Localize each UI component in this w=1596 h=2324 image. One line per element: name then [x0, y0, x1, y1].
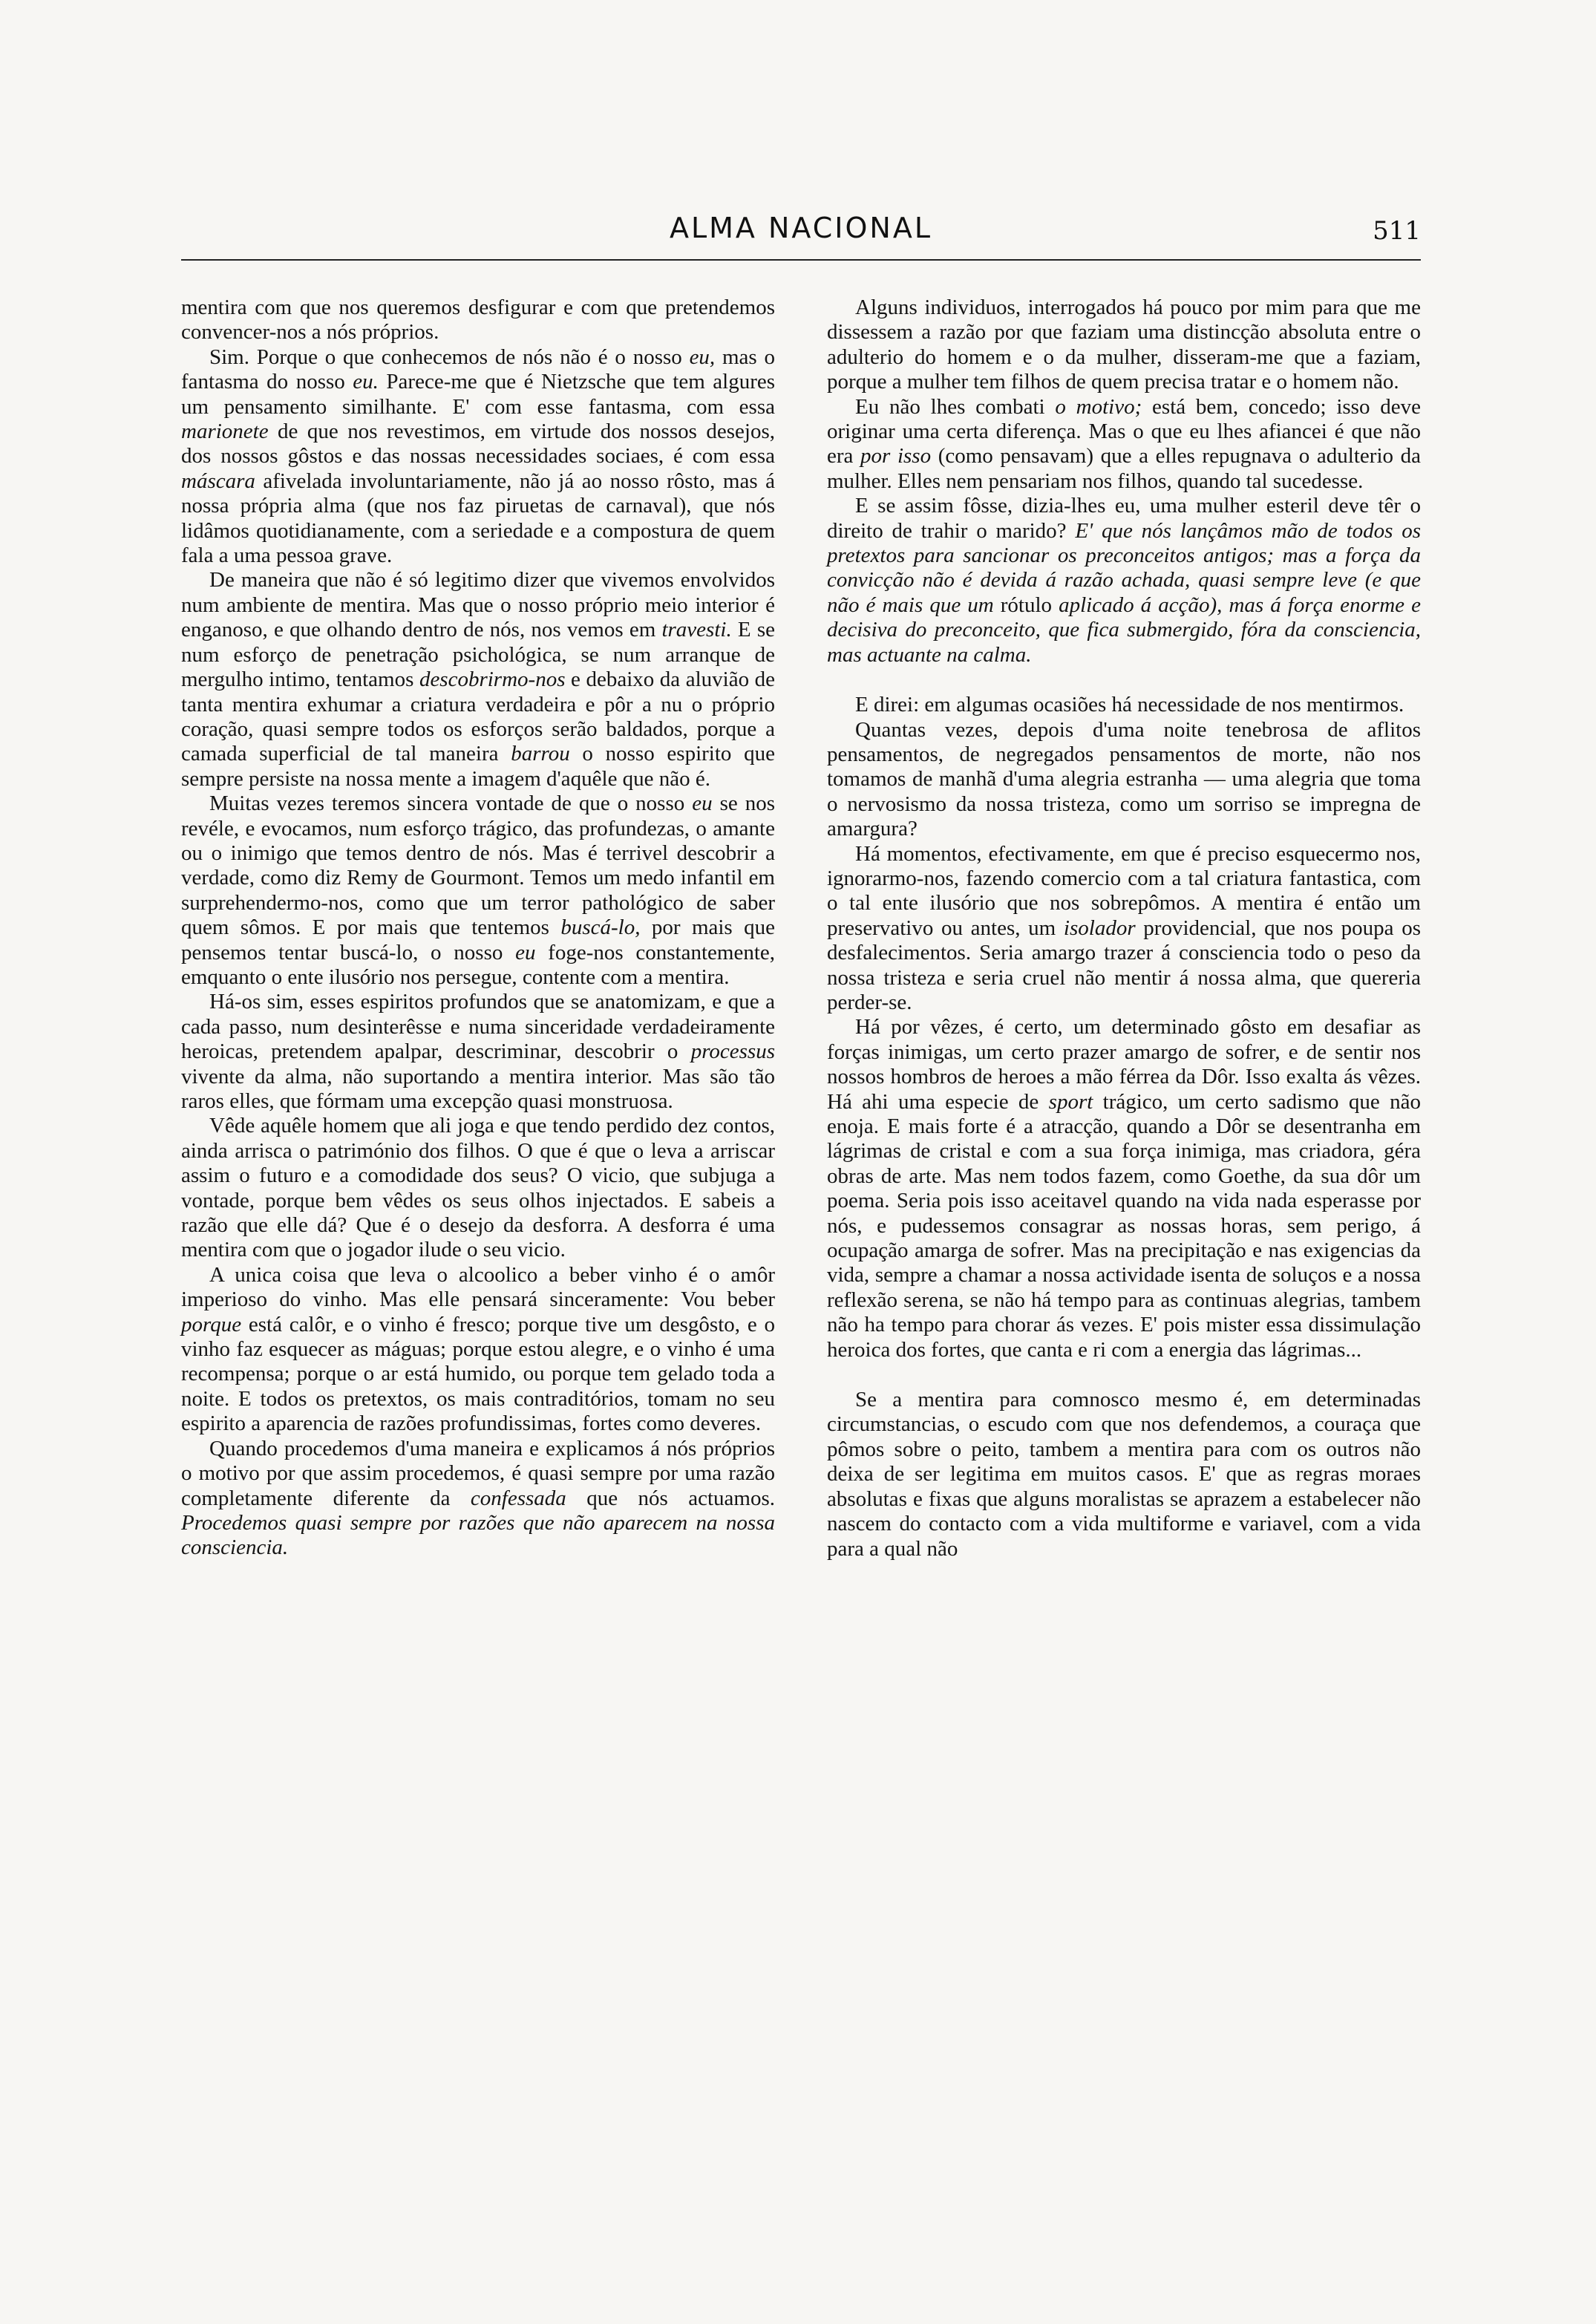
paragraph: Muitas vezes teremos sincera vontade de que o nosso eu se nos revéle, e evocamos, num esforço trágico, das profundezas, o amante ou o inimigo que temos dentro de nós. Mas é terrivel descobrir a verdade, como diz Remy de Gourmont. Temos um medo infantil em surprehendermo-nos, como que um terror pathológico de saber quem sômos. E por mais que tentemos buscá-lo, por mais que pensemos tentar buscá-lo, o nosso eu foge-nos constantemente, emquanto o ente ilusório nos persegue, contente com a mentira.: [181, 791, 775, 989]
italic-run: sport: [1048, 1089, 1093, 1114]
journal-title: ALMA NACIONAL: [669, 212, 933, 244]
page-number: 511: [1373, 216, 1421, 246]
paragraph: De maneira que não é só legitimo dizer que vivemos envolvidos num ambiente de mentira. Mas que o nosso próprio meio interior é enganoso, e que olhando dentro de nós, nos vemos em travesti. E se num esforço de penetração psichológica, se num arranque de mergulho intimo, tentamos descobrirmo-nos e debaixo da aluvião de tanta mentira exhumar a criatura verdadeira e pôr a nu o próprio coração, quasi sempre todos os esforços serão baldados, porque a camada superficial de tal maneira barrou o nosso espirito que sempre persiste na nossa mente a imagem d'aquêle que não é.: [181, 568, 776, 791]
paragraph: Alguns individuos, interrogados há pouco por mim para que me dissessem a razão por que faziam uma distincção absoluta entre o adulterio do homem e o da mulher, disseram-me que a faziam, porque a mulher tem filhos de quem precisa tratar e o homem não.: [827, 296, 1421, 394]
header-rule: [181, 259, 1421, 261]
italic-run: máscara: [181, 469, 255, 493]
paragraph: A unica coisa que leva o alcoolico a beber vinho é o amôr imperioso do vinho. Mas elle pensará sinceramente: Vou beber porque está calôr, e o vinho é fresco; porque tive um desgôsto, e o vinho faz esquecer as máguas; porque estou alegre, e o vinho é uma recompensa; porque o ar está humido, ou porque tem gelado toda a noite. E todos os pretextos, os mais contraditórios, tomam no seu espirito a aparencia de razões profundissimas, fortes como deveres.: [181, 1262, 775, 1436]
italic-run: E' que nós lançâmos mão de todos os pretextos para sancionar os preconceitos antigos; mas a força da convicção não é devida á razão achada, quasi sempre leve (e que não é mais que um: [827, 518, 1421, 617]
paragraph: Quantas vezes, depois d'uma noite tenebrosa de aflitos pensamentos, de negregados pensamentos de morte, não nos tomamos de manhã d'uma alegria estranha — uma alegria que toma o nervosismo da nossa tristeza, como um sorriso se impregna de amargura?: [827, 717, 1421, 841]
italic-run: confessada: [470, 1486, 566, 1510]
italic-run: marionete: [181, 420, 269, 444]
italic-run: buscá-lo,: [560, 915, 641, 940]
paragraph: Se a mentira para comnosco mesmo é, em determinadas circumstancias, o escudo com que nos defendemos, a couraça que pômos sobre o peito, tambem a mentira para com os outros não deixa de ser legitima em muitos casos. E' que as regras moraes absolutas e fixas que alguns moralistas se aprazem a estabelecer não nascem do contacto com a vida multiforme e variavel, com a vida para a qual não: [827, 1388, 1421, 1561]
italic-run: por isso: [860, 444, 932, 469]
italic-run: processus: [690, 1039, 775, 1064]
paragraph: Sim. Porque o que conhecemos de nós não é o nosso eu, mas o fantasma do nosso eu. Parece-me que é Nietzsche que tem algures um pensamento similhante. E' com esse fantasma, com essa marionete de que nos revestimos, em virtude dos nossos desejos, dos nossos gôstos e das nossas necessidades sociaes, é com essa máscara afivelada involuntariamente, não já ao nosso rôsto, mas á nossa própria alma (que nos faz piruetas de carnaval), que nós lidâmos quotidianamente, com a seriedade e a compostura de quem fala a uma pessoa grave.: [181, 345, 776, 568]
italic-run: eu,: [689, 345, 716, 369]
paragraph: E direi: em algumas ocasiões há necessidade de nos mentirmos.: [855, 693, 1404, 717]
italic-run: Procedemos quasi sempre por razões que não aparecem na nossa consciencia.: [181, 1510, 775, 1560]
paragraph: mentira com que nos queremos desfigurar e com que pretendemos convencer-nos a nós próprios.: [181, 296, 775, 345]
paragraph: E se assim fôsse, dizia-lhes eu, uma mulher esteril deve têr o direito de trahir o marido? E' que nós lançâmos mão de todos os pretextos para sancionar os preconceitos antigos; mas a força da convicção não é devida á razão achada, quasi sempre leve (e que não é mais que um rótulo aplicado á acção), mas á força enorme e decisiva do preconceito, que fica submergido, fóra da consciencia, mas actuante na calma.: [827, 494, 1421, 667]
italic-run: barrou: [511, 742, 570, 766]
italic-run: descobrirmo-nos: [419, 668, 566, 692]
italic-run: o motivo;: [1055, 394, 1142, 419]
italic-run: isolador: [1063, 915, 1136, 940]
italic-run: porque: [181, 1312, 242, 1336]
paragraph: Há por vêzes, é certo, um determinado gôsto em desafiar as forças inimigas, um certo prazer amargo de sofrer, e de sentir nos nossos hombros de heroes a mão férrea da Dôr. Isso exalta ás vêzes. Há ahi uma especie de sport trágico, um certo sadismo que não enoja. E mais forte é a atracção, quando a Dôr se desentranha em lágrimas de cristal e com a sua força inimiga, mas criadora, géra obras de arte. Mas nem todos fazem, como Goethe, da sua dôr um poema. Seria pois isso aceitavel quando na vida nada esperasse por nós, e pudessemos consagrar as nossas horas, sem perigo, á ocupação amarga de sofrer. Mas na precipitação e nas exigencias da vida, sempre a chamar a nossa actividade isenta de soluços e a nossa reflexão serena, se não há tempo para as continuas alegrias, tambem não ha tempo para chorar ás vezes. E' pois mister essa dissimulação heroica dos fortes, que canta e ri com a energia das lágrimas...: [827, 1015, 1421, 1362]
paragraph: Vêde aquêle homem que ali joga e que tendo perdido dez contos, ainda arrisca o património dos filhos. O que é que o leva a arriscar assim o futuro e a comodidade dos seus? O vicio, que subjuga a vontade, porque bem vêdes os seus olhos injectados. E sabeis a razão que elle dá? Que é o desejo da desforra. A desforra é uma mentira com que o jogador ilude o seu vicio.: [181, 1114, 775, 1262]
italic-run: aplicado á acção), mas á força enorme e decisiva do preconceito, que fica submergido, fóra da consciencia, mas actuante na calma.: [827, 593, 1421, 667]
italic-run: eu: [692, 791, 713, 816]
italic-run: eu: [515, 940, 536, 964]
paragraph: Eu não lhes combati o motivo; está bem, concedo; isso deve originar uma certa diferença. Mas o que eu lhes afiancei é que não era por isso (como pensavam) que a elles repugnava o adulterio da mulher. Elles nem pensariam nos filhos, quando tal sucedesse.: [827, 394, 1421, 493]
paragraph: Há momentos, efectivamente, em que é preciso esquecermo nos, ignorarmo-nos, fazendo comercio com a tal criatura fantastica, com o tal ente ilusório que nos sobrepômos. A mentira é então um preservativo ou antes, um isolador providencial, que nos poupa os desfalecimentos. Seria amargo trazer á consciencia todo o peso da nossa tristeza e seria cruel não mentir á nossa alma, que quereria perder-se.: [827, 841, 1421, 1014]
italic-run: travesti.: [661, 618, 732, 642]
left-column: [181, 296, 775, 1561]
paragraph: Quando procedemos d'uma maneira e explicamos á nós próprios o motivo por que assim procedemos, é quasi sempre por uma razão completamente diferente da confessada que nós actuamos. Procedemos quasi sempre por razões que não aparecem na nossa consciencia.: [181, 1436, 776, 1560]
paragraph: Há-os sim, esses espiritos profundos que se anatomizam, e que a cada passo, num desinterêsse e numa sinceridade verdadeiramente heroicas, pretendem apalpar, descriminar, descobrir o processus vivente da alma, não suportando a mentira interior. Mas são tão raros elles, que fórmam uma excepção quasi monstruosa.: [181, 990, 775, 1113]
right-column: [827, 296, 1421, 1561]
running-header: [181, 210, 1421, 255]
italic-run: eu.: [353, 370, 379, 394]
